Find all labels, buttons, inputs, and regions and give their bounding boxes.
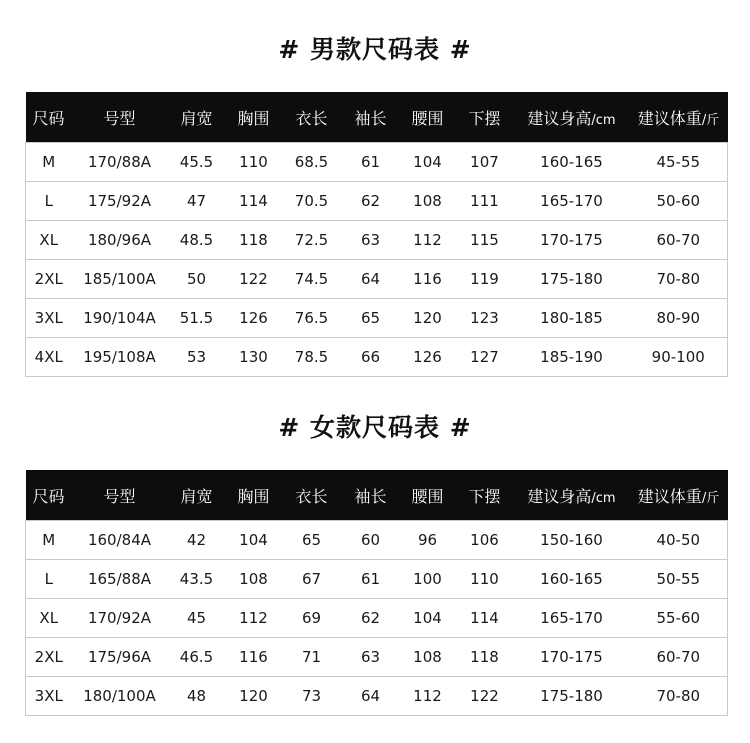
header-weight [630,470,728,521]
cell-waist: 116 [400,260,456,299]
header-size [26,470,72,521]
header-unit: /斤 [701,490,720,506]
cell-size: 4XL [26,338,72,377]
cell-height: 170-175 [514,638,630,677]
cell-chest: 130 [226,338,282,377]
cell-length: 69 [282,599,342,638]
header-unit: /cm [591,112,616,128]
women-size-table [25,470,728,716]
cell-weight: 70-80 [630,677,728,716]
cell-height: 160-165 [514,560,630,599]
cell-length: 67 [282,560,342,599]
table-row [26,560,728,599]
cell-height: 180-185 [514,299,630,338]
header-label: 建议身高 [527,108,592,128]
header-shoulder [168,470,226,521]
header-unit: /斤 [701,112,720,128]
women-size-chart-title: # 女款尺码表 # [278,413,472,442]
header-label: 肩宽 [180,108,213,128]
header-label: 建议身高 [527,486,592,506]
header-label: 腰围 [411,108,444,128]
cell-chest: 126 [226,299,282,338]
cell-shoulder: 47 [168,182,226,221]
header-label: 建议体重 [637,108,702,128]
cell-model: 175/96A [72,638,168,677]
cell-height: 175-180 [514,260,630,299]
cell-shoulder: 50 [168,260,226,299]
cell-waist: 104 [400,143,456,182]
cell-length: 76.5 [282,299,342,338]
cell-chest: 118 [226,221,282,260]
cell-waist: 96 [400,521,456,560]
cell-chest: 116 [226,638,282,677]
header-length [282,470,342,521]
cell-sleeve: 65 [342,299,400,338]
cell-size: 2XL [26,638,72,677]
table-row [26,521,728,560]
cell-weight: 50-55 [630,560,728,599]
cell-sleeve: 66 [342,338,400,377]
cell-size: L [26,560,72,599]
header-model [72,470,168,521]
cell-model: 195/108A [72,338,168,377]
header-label: 胸围 [237,108,270,128]
cell-model: 165/88A [72,560,168,599]
cell-hem: 123 [456,299,514,338]
cell-model: 190/104A [72,299,168,338]
cell-model: 180/100A [72,677,168,716]
cell-height: 165-170 [514,182,630,221]
table-row [26,638,728,677]
cell-chest: 114 [226,182,282,221]
cell-chest: 122 [226,260,282,299]
cell-weight: 60-70 [630,638,728,677]
cell-weight: 90-100 [630,338,728,377]
cell-hem: 127 [456,338,514,377]
cell-model: 170/92A [72,599,168,638]
cell-length: 73 [282,677,342,716]
cell-size: 2XL [26,260,72,299]
header-label: 下摆 [468,108,501,128]
cell-size: 3XL [26,299,72,338]
header-height [514,92,630,143]
header-model [72,92,168,143]
cell-sleeve: 63 [342,221,400,260]
cell-size: 3XL [26,677,72,716]
cell-waist: 112 [400,677,456,716]
men-size-chart-title: # 男款尺码表 # [278,35,472,64]
cell-chest: 104 [226,521,282,560]
header-height [514,470,630,521]
cell-height: 170-175 [514,221,630,260]
cell-waist: 120 [400,299,456,338]
cell-weight: 55-60 [630,599,728,638]
cell-shoulder: 42 [168,521,226,560]
table-row [26,338,728,377]
cell-sleeve: 61 [342,143,400,182]
cell-hem: 118 [456,638,514,677]
cell-chest: 120 [226,677,282,716]
header-sleeve [342,470,400,521]
header-unit: /cm [591,490,616,506]
cell-shoulder: 48 [168,677,226,716]
table-row [26,299,728,338]
cell-hem: 114 [456,599,514,638]
header-hem [456,470,514,521]
header-label: 袖长 [354,486,387,506]
table-row [26,599,728,638]
cell-weight: 40-50 [630,521,728,560]
cell-shoulder: 48.5 [168,221,226,260]
cell-size: XL [26,599,72,638]
header-weight [630,92,728,143]
cell-shoulder: 53 [168,338,226,377]
cell-hem: 115 [456,221,514,260]
header-chest [226,92,282,143]
cell-waist: 108 [400,182,456,221]
cell-height: 150-160 [514,521,630,560]
header-label: 建议体重 [637,486,702,506]
cell-size: XL [26,221,72,260]
cell-weight: 60-70 [630,221,728,260]
header-label: 号型 [103,486,136,506]
header-label: 衣长 [295,486,328,506]
cell-sleeve: 62 [342,182,400,221]
cell-sleeve: 64 [342,260,400,299]
cell-weight: 70-80 [630,260,728,299]
cell-sleeve: 60 [342,521,400,560]
header-label: 尺码 [32,108,65,128]
table-header-row [26,470,728,521]
cell-hem: 119 [456,260,514,299]
cell-hem: 111 [456,182,514,221]
cell-hem: 106 [456,521,514,560]
header-chest [226,470,282,521]
header-waist [400,470,456,521]
cell-length: 74.5 [282,260,342,299]
cell-length: 72.5 [282,221,342,260]
cell-size: M [26,143,72,182]
cell-length: 78.5 [282,338,342,377]
cell-size: L [26,182,72,221]
header-waist [400,92,456,143]
cell-model: 170/88A [72,143,168,182]
cell-weight: 80-90 [630,299,728,338]
cell-height: 165-170 [514,599,630,638]
cell-chest: 108 [226,560,282,599]
cell-hem: 110 [456,560,514,599]
header-length [282,92,342,143]
cell-waist: 126 [400,338,456,377]
cell-waist: 100 [400,560,456,599]
cell-model: 160/84A [72,521,168,560]
cell-chest: 112 [226,599,282,638]
cell-hem: 107 [456,143,514,182]
cell-weight: 45-55 [630,143,728,182]
cell-shoulder: 43.5 [168,560,226,599]
header-label: 下摆 [468,486,501,506]
header-label: 衣长 [295,108,328,128]
cell-height: 160-165 [514,143,630,182]
header-label: 胸围 [237,486,270,506]
men-size-table [25,92,728,377]
cell-length: 68.5 [282,143,342,182]
table-row [26,221,728,260]
cell-size: M [26,521,72,560]
cell-shoulder: 45 [168,599,226,638]
cell-sleeve: 64 [342,677,400,716]
header-label: 号型 [103,108,136,128]
cell-waist: 108 [400,638,456,677]
table-row [26,677,728,716]
header-hem [456,92,514,143]
cell-sleeve: 62 [342,599,400,638]
cell-weight: 50-60 [630,182,728,221]
header-size [26,92,72,143]
table-row [26,260,728,299]
header-label: 尺码 [32,486,65,506]
header-label: 肩宽 [180,486,213,506]
cell-length: 65 [282,521,342,560]
header-label: 袖长 [354,108,387,128]
table-row [26,182,728,221]
header-label: 腰围 [411,486,444,506]
cell-hem: 122 [456,677,514,716]
cell-model: 185/100A [72,260,168,299]
cell-shoulder: 45.5 [168,143,226,182]
cell-height: 175-180 [514,677,630,716]
cell-sleeve: 61 [342,560,400,599]
cell-length: 70.5 [282,182,342,221]
cell-sleeve: 63 [342,638,400,677]
cell-shoulder: 46.5 [168,638,226,677]
cell-length: 71 [282,638,342,677]
table-header-row [26,92,728,143]
header-sleeve [342,92,400,143]
cell-model: 180/96A [72,221,168,260]
cell-waist: 112 [400,221,456,260]
cell-height: 185-190 [514,338,630,377]
table-row [26,143,728,182]
cell-chest: 110 [226,143,282,182]
cell-shoulder: 51.5 [168,299,226,338]
header-shoulder [168,92,226,143]
cell-waist: 104 [400,599,456,638]
cell-model: 175/92A [72,182,168,221]
